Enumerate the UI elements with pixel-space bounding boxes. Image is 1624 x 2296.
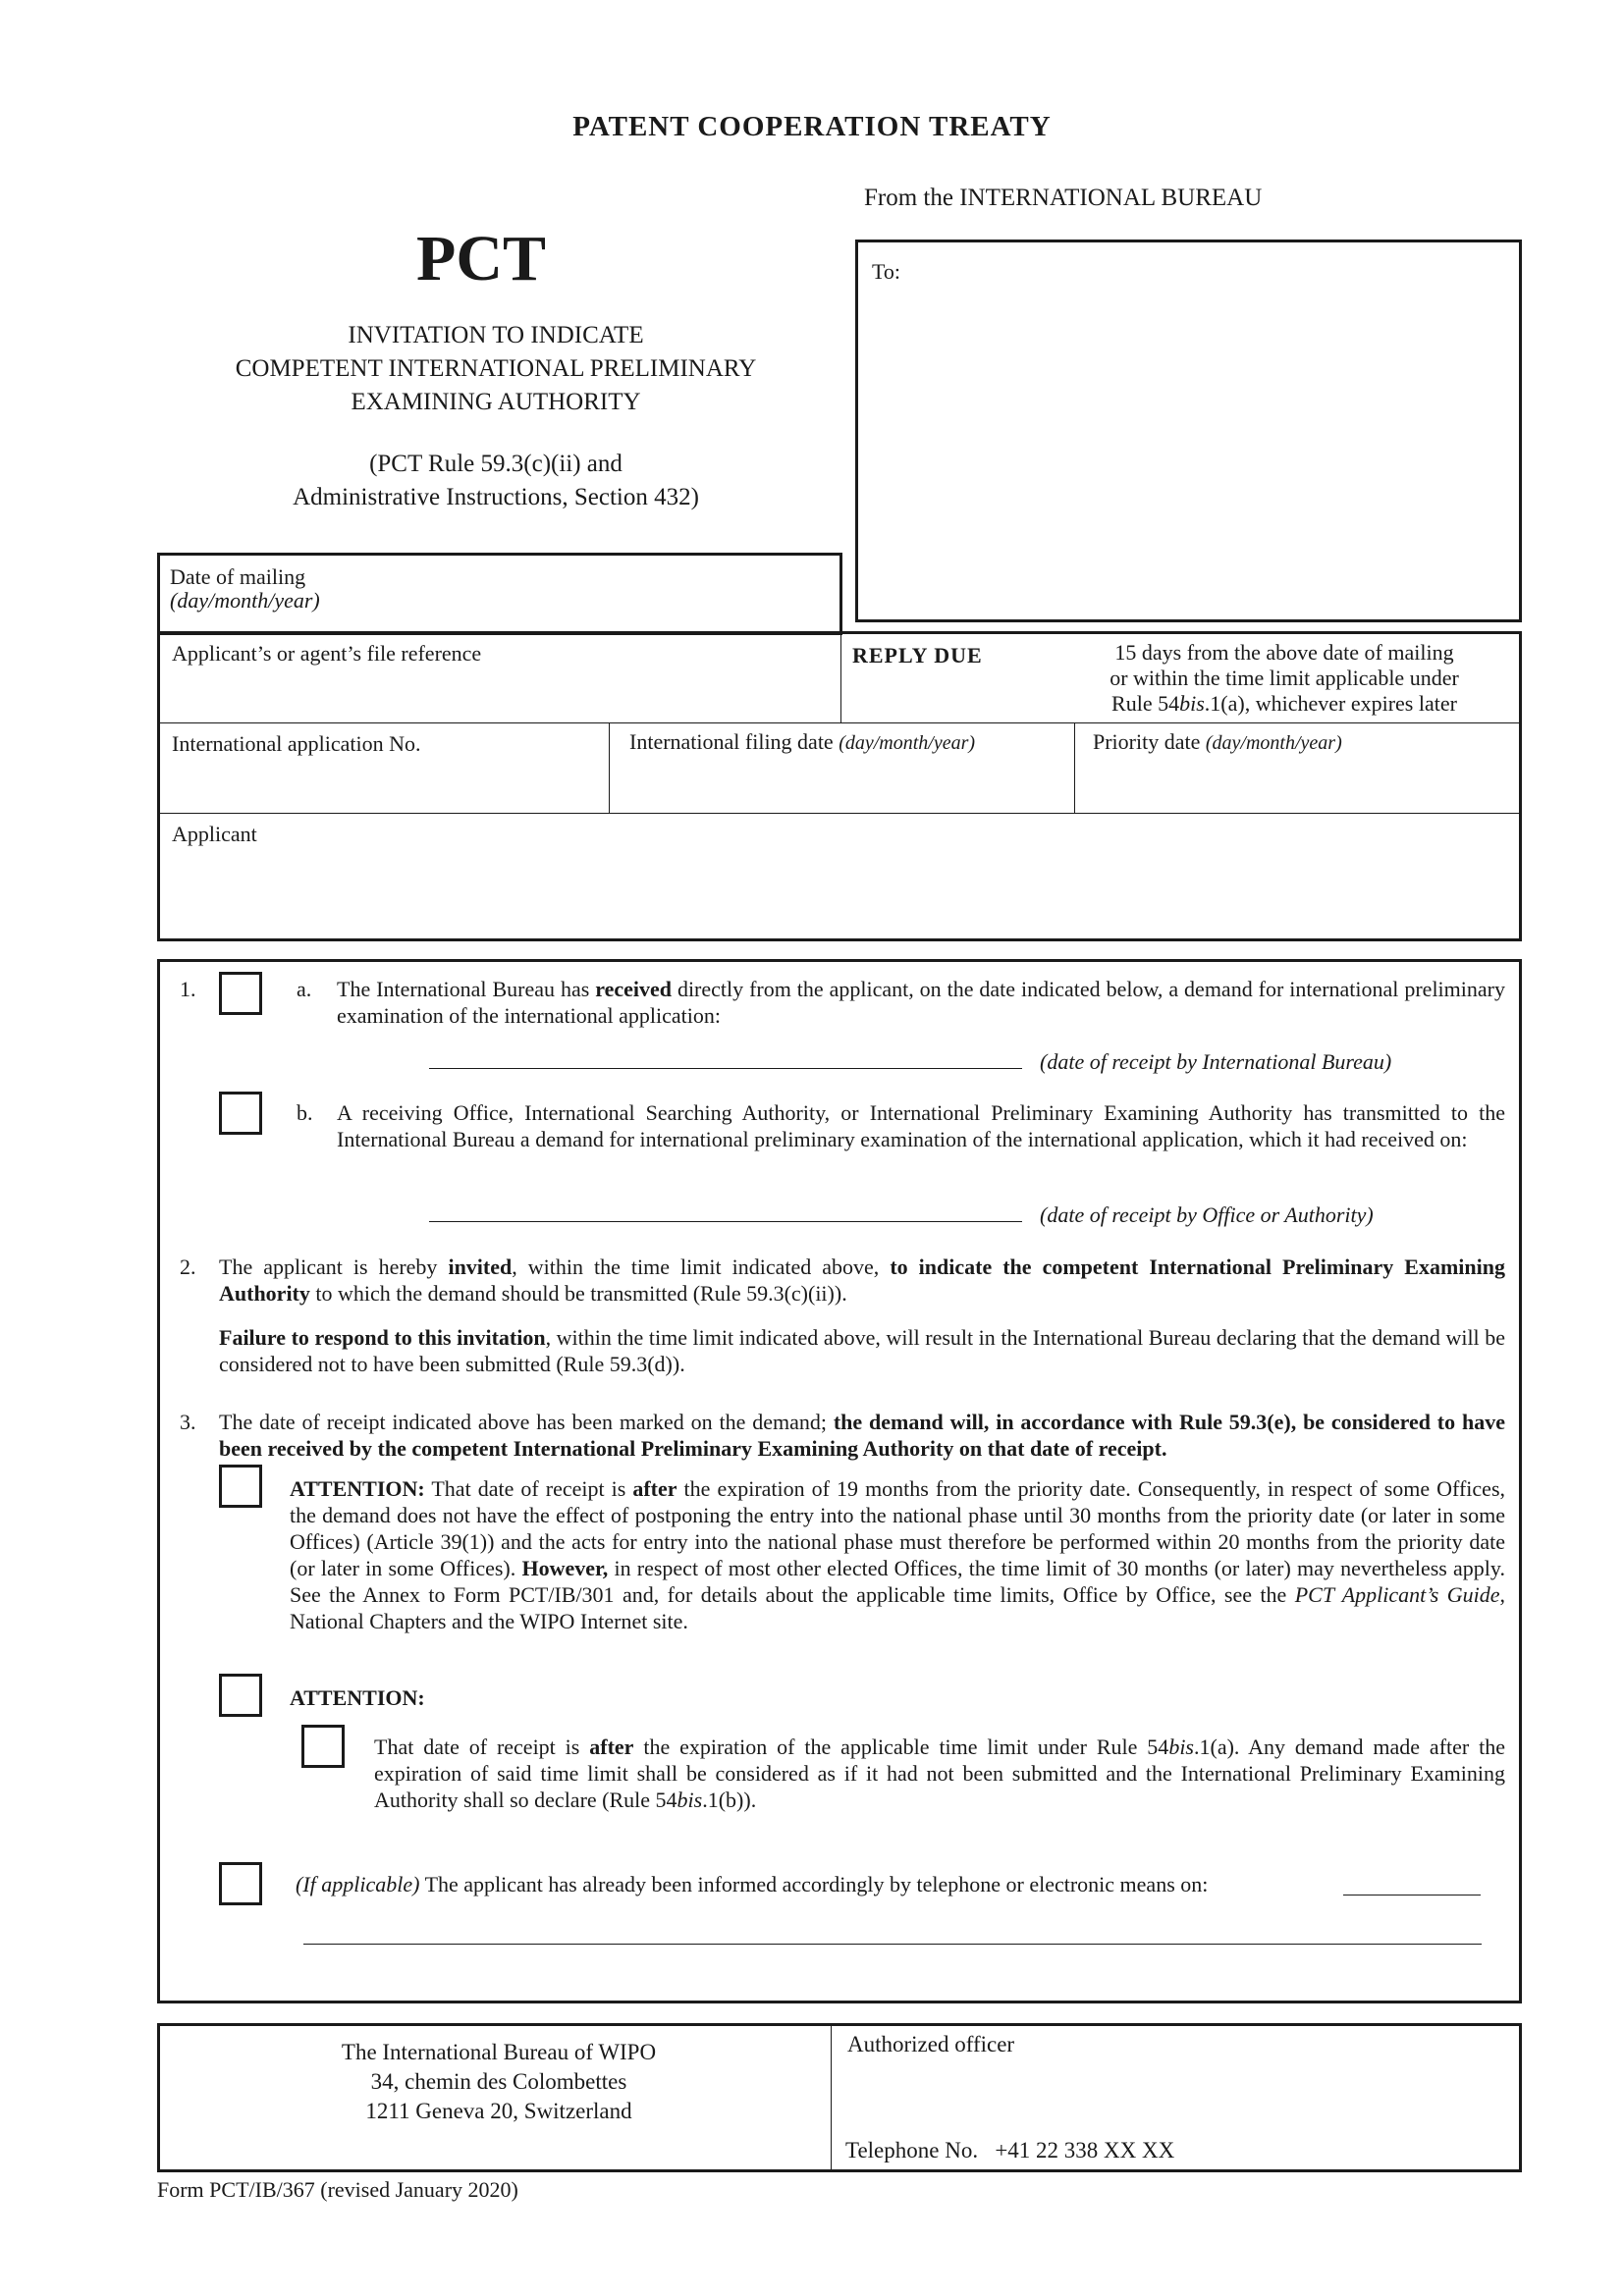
section-1b-letter: b. [297, 1100, 313, 1125]
date-of-mailing-text: Date of mailing [170, 564, 306, 589]
authorized-officer-label[interactable]: Authorized officer [847, 2032, 1015, 2056]
section-2-text: The applicant is hereby invited, within the time limit indicated above, to indicate the competent International Preliminary Examining Authority to which the demand should be transmitted (Rule 59.3(c)(ii)). [219, 1255, 1505, 1306]
form-title-line: EXAMINING AUTHORITY [351, 389, 641, 415]
telephone [845, 2138, 1174, 2163]
divider [1074, 722, 1075, 813]
reply-due-text [1044, 640, 1525, 717]
section-1b-text: A receiving Office, International Searching Authority, or International Preliminary Examining Authority has transmitted to the International Bureau a demand for international preliminary examination of the international application, which it had received on: [337, 1100, 1505, 1151]
rule-reference [137, 448, 854, 514]
if-applicable-date-line[interactable] [1343, 1895, 1481, 1896]
checkbox-1b[interactable] [219, 1092, 262, 1135]
divider [160, 722, 1519, 723]
file-reference-label: Applicant’s or agent’s file reference [172, 641, 482, 666]
main-content-box [157, 959, 1522, 2003]
attention-2-text: That date of receipt is after the expiration of the applicable time limit under Rule 54bis.1(a). Any demand made after the expiration of said time limit shall be considered as if it had not been submitted and the International Preliminary Examining Authority shall so declare (Rule 54bis.1(b)). [374, 1735, 1505, 1812]
section-1-number: 1. [180, 977, 196, 1001]
rule-line: (PCT Rule 59.3(c)(ii) and [369, 451, 623, 477]
checkbox-3-attention-1[interactable] [219, 1465, 262, 1508]
reply-due-line: or within the time limit applicable under [1110, 666, 1459, 690]
date-receipt-office-line[interactable] [429, 1221, 1022, 1222]
filing-date-label[interactable]: International filing date (day/month/year) [629, 729, 976, 754]
form-title-line: COMPETENT INTERNATIONAL PRELIMINARY [235, 355, 757, 382]
date-format-hint: (day/month/year) [170, 588, 320, 613]
treaty-title: PATENT COOPERATION TREATY [572, 111, 1052, 142]
reply-due-line: Rule 54bis.1(a), whichever expires later [1111, 691, 1457, 716]
wipo-address-line: 34, chemin des Colombettes [370, 2069, 627, 2094]
section-2-failure-text: Failure to respond to this invitation, within the time limit indicated above, will result in the International Bureau declaring that the demand will be considered not to have been submitted (Rule 59.3(d)). [219, 1325, 1505, 1376]
footer-box [157, 2023, 1522, 2172]
addressee-box[interactable] [855, 240, 1522, 622]
rule-line: Administrative Instructions, Section 432) [293, 484, 699, 510]
pct-heading: PCT [416, 223, 546, 294]
form-title [137, 319, 854, 419]
wipo-address-line: The International Bureau of WIPO [341, 2040, 657, 2064]
divider [160, 813, 1519, 814]
application-details-table [157, 631, 1522, 941]
if-applicable-extra-line[interactable] [303, 1944, 1482, 1945]
section-1a-letter: a. [297, 977, 312, 1001]
wipo-address-line: 1211 Geneva 20, Switzerland [365, 2099, 632, 2123]
section-3-number: 3. [180, 1410, 196, 1434]
date-of-mailing-label [170, 565, 320, 613]
date-receipt-office-caption: (date of receipt by Office or Authority) [1040, 1202, 1374, 1227]
form-title-line: INVITATION TO INDICATE [348, 322, 644, 348]
reply-due-line: 15 days from the above date of mailing [1114, 640, 1454, 665]
reply-due-label: REPLY DUE [852, 643, 983, 667]
date-of-mailing-box[interactable] [157, 553, 842, 635]
if-applicable-text: (If applicable) The applicant has already been informed accordingly by telephone or electronic means on: [296, 1872, 1209, 1896]
checkbox-1a[interactable] [219, 972, 262, 1015]
attention-1-text: ATTENTION: That date of receipt is after the expiration of 19 months from the priority date. Consequently, in respect of some Offices, the demand does not have the effect of postponing the entry into the national phase until 30 months from the priority date (or later in some Offices) (Article 39(1)) and the acts for entry into the national phase must therefore be performed within 20 months from the priority date (or later in some Offices). However, in respect of most other elected Offices, the time limit of 30 months (or later) may nevertheless apply. See the Annex to Form PCT/IB/301 and, for details about the applicable time limits, Office by Office, see the PCT Applicant’s Guide, National Chapters and the WIPO Internet site. [290, 1476, 1506, 1633]
section-2-number: 2. [180, 1255, 196, 1279]
divider [840, 634, 841, 722]
form-id: Form PCT/IB/367 (revised January 2020) [157, 2177, 518, 2202]
checkbox-3-attention-2-sub[interactable] [301, 1725, 345, 1768]
checkbox-3-attention-2[interactable] [219, 1674, 262, 1717]
wipo-address [160, 2038, 838, 2126]
divider [609, 722, 610, 813]
attention-2-label: ATTENTION: [290, 1685, 425, 1710]
to-label: To: [872, 259, 901, 284]
divider [831, 2026, 832, 2169]
telephone-value: +41 22 338 XX XX [995, 2138, 1175, 2163]
applicant-label[interactable]: Applicant [172, 822, 257, 846]
date-receipt-ib-caption: (date of receipt by International Bureau) [1040, 1049, 1392, 1074]
telephone-label: Telephone No. [845, 2138, 979, 2163]
section-3-text: The date of receipt indicated above has been marked on the demand; the demand will, in accordance with Rule 59.3(e), be considered to have been received by the competent International Preliminary Examining Authority on that date of receipt. [219, 1410, 1505, 1461]
section-1a-text: The International Bureau has received directly from the applicant, on the date indicated below, a demand for international preliminary examination of the international application: [337, 977, 1505, 1028]
priority-date-label[interactable]: Priority date (day/month/year) [1093, 729, 1342, 754]
date-receipt-ib-line[interactable] [429, 1068, 1022, 1069]
checkbox-3-if-applicable[interactable] [219, 1862, 262, 1905]
from-label: From the INTERNATIONAL BUREAU [864, 185, 1263, 211]
application-no-label[interactable]: International application No. [172, 731, 421, 756]
